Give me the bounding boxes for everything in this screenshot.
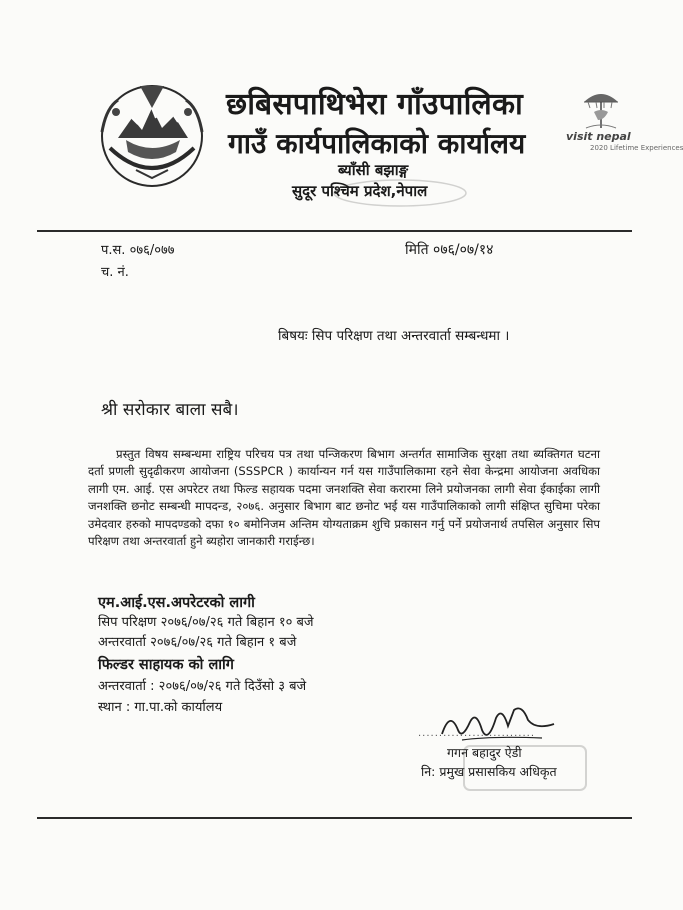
reference-number: प.स. ०७६/०७७: [101, 243, 175, 258]
salutation: श्री सरोकार बाला सबै।: [101, 400, 239, 420]
address-line-2: सुदूर पश्चिम प्रदेश,नेपाल: [292, 182, 428, 200]
visit-nepal-year: 2020 Lifetime Experiences: [590, 144, 683, 152]
field-interview-line: अन्तरवार्ता : २०७६/०७/२६ गते दिउँसो ३ बजे: [98, 679, 307, 694]
body-paragraph: प्रस्तुत विषय सम्बन्धमा राष्ट्रिय परिचय पत्र तथा पन्जिकरण बिभाग अन्तर्गत सामाजिक सुरक्षा तथा ब्यक्तिगत घटना दर्ता प्रणली सुदृढीकरण आयोजना (SSSPCR ) कार्यान्यन गर्न यस गाउँपालिकामा रहने सेवा केन्द्रमा आयोजना अवधिका लागी एम. आई. एस अपरेटर तथा फिल्ड सहायक पदमा जनशक्ति सेवा करारमा लिने प्रयोजनका लागी सेवा ईकाईका लागी जनशक्ति छनोट सम्बन्धी मापदन्ड, २०७६. अनुसार बिभाग बाट छनोट भई यस गाउँपालिकाको लागी संक्षिप्त सुचिमा परेका उमेदवार हरुको मापदण्डको दफा १० बमोनिजम अन्तिम योग्यताक्रम शुचि प्रकासन गर्नु पर्ने प्रयोजनार्थ तपसिल अनुसार सिप परिक्षण तथा अन्तरवार्ता हुने ब्यहोरा जानकारी गराईन्छ।: [88, 447, 600, 549]
office-name: छबिसपाथिभेरा गाँउपालिका: [226, 87, 523, 122]
letter-date: मिति ०७६/०७/१४: [405, 242, 494, 258]
visit-nepal-logo-icon: [556, 84, 646, 164]
venue-line: स्थान : गा.पा.को कार्यालय: [98, 700, 223, 715]
top-divider: [37, 230, 632, 232]
signature-dots: ............................: [418, 728, 536, 739]
visit-nepal-text: visit nepal: [566, 130, 631, 143]
field-assistant-heading: फिल्डर साहायक को लागि: [98, 657, 234, 673]
nepal-emblem-icon: [96, 78, 208, 190]
dispatch-number: च. नं.: [101, 265, 129, 280]
signatory-name: गगन बहादुर ऐडी: [447, 745, 522, 760]
mis-operator-heading: एम.आई.एस.अपरेटरको लागी: [98, 595, 255, 611]
faint-stamp-icon: [330, 178, 470, 208]
office-subtitle: गाउँ कार्यपालिकाको कार्यालय: [228, 127, 526, 160]
bottom-divider: [37, 817, 632, 819]
signatory-title: नि: प्रमुख प्रसासकिय अधिकृत: [421, 764, 557, 779]
mis-skill-test-line: सिप परिक्षण २०७६/०७/२६ गते बिहान १० बजे: [98, 615, 314, 630]
mis-interview-line: अन्तरवार्ता २०७६/०७/२६ गते बिहान १ बजे: [98, 635, 297, 650]
subject-line: बिषयः सिप परिक्षण तथा अन्तरवार्ता सम्बन्धमा ।: [278, 328, 510, 344]
address-line-1: ब्याँसी बझाङ्ग: [338, 161, 409, 179]
